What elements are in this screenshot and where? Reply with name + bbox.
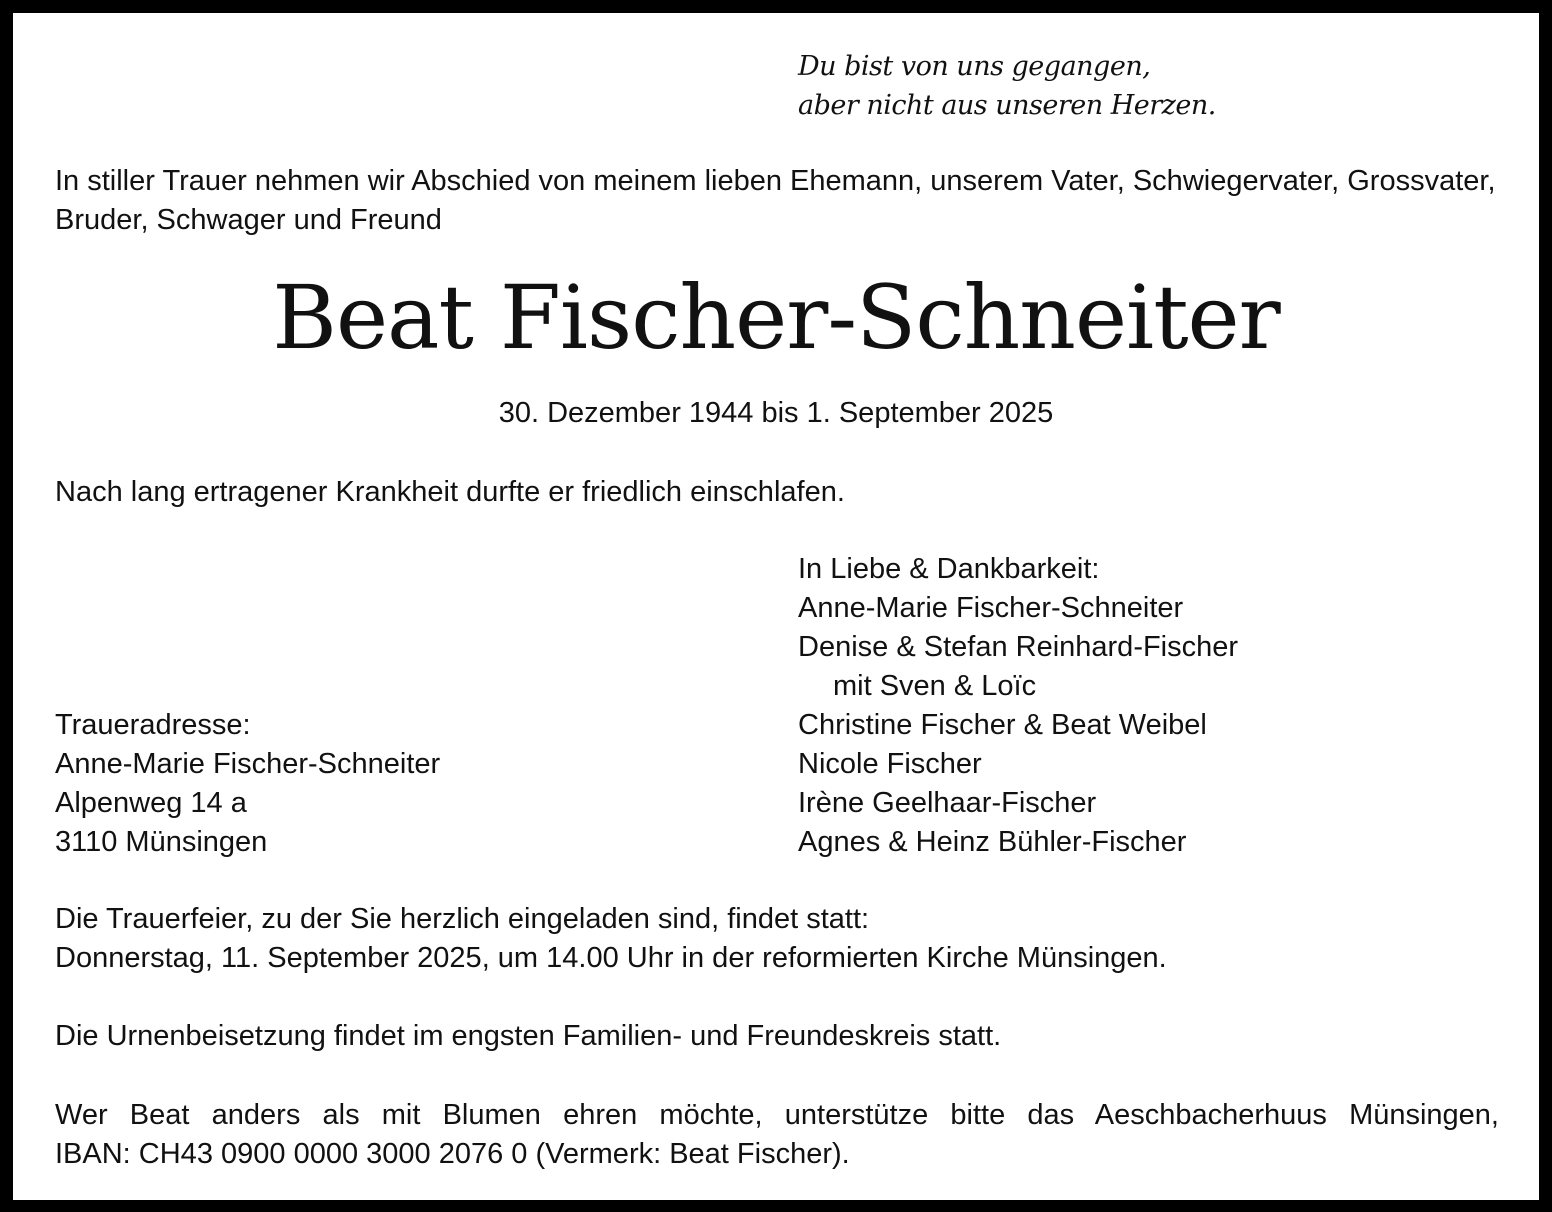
- mourner-name: mit Sven & Loïc: [833, 670, 1037, 702]
- address-line: Alpenweg 14 a: [55, 787, 247, 819]
- mourners-heading: In Liebe & Dankbarkeit:: [798, 553, 1100, 585]
- urn-burial-note: Die Urnenbeisetzung findet im engsten Familien- und Freundeskreis statt.: [55, 1020, 1002, 1052]
- donation-line-1: Wer Beat anders als mit Blumen ehren möchte, unterstütze bitte das Aeschbacherhuus Münsingen,: [55, 1099, 1499, 1131]
- address-heading: Traueradresse:: [55, 709, 251, 741]
- mourner-name: Irène Geelhaar-Fischer: [798, 787, 1097, 819]
- deceased-name: Beat Fischer-Schneiter: [272, 266, 1280, 369]
- motto-line-1: Du bist von uns gegangen,: [798, 51, 1151, 82]
- address-line: Anne-Marie Fischer-Schneiter: [55, 748, 441, 780]
- mourner-name: Denise & Stefan Reinhard-Fischer: [798, 631, 1239, 663]
- intro-line-2: Bruder, Schwager und Freund: [55, 204, 442, 236]
- donation-line-2: IBAN: CH43 0900 0000 3000 2076 0 (Vermerk: Beat Fischer).: [55, 1138, 850, 1170]
- mourner-name: Anne-Marie Fischer-Schneiter: [798, 592, 1184, 624]
- mourner-name: Nicole Fischer: [798, 748, 982, 780]
- motto-line-2: aber nicht aus unseren Herzen.: [798, 90, 1216, 121]
- obituary-notice: [13, 13, 1539, 1200]
- funeral-line-1: Die Trauerfeier, zu der Sie herzlich eingeladen sind, findet statt:: [55, 903, 870, 935]
- mourner-name: Christine Fischer & Beat Weibel: [798, 709, 1207, 741]
- mourner-name: Agnes & Heinz Bühler-Fischer: [798, 826, 1187, 858]
- address-line: 3110 Münsingen: [55, 826, 268, 858]
- life-dates: 30. Dezember 1944 bis 1. September 2025: [498, 397, 1054, 429]
- passing-note: Nach lang ertragener Krankheit durfte er friedlich einschlafen.: [55, 476, 845, 508]
- funeral-line-2: Donnerstag, 11. September 2025, um 14.00 Uhr in der reformierten Kirche Münsingen.: [55, 942, 1167, 974]
- intro-line-1: In stiller Trauer nehmen wir Abschied von meinem lieben Ehemann, unserem Vater, Schwiegervater, Grossvater,: [55, 165, 1496, 197]
